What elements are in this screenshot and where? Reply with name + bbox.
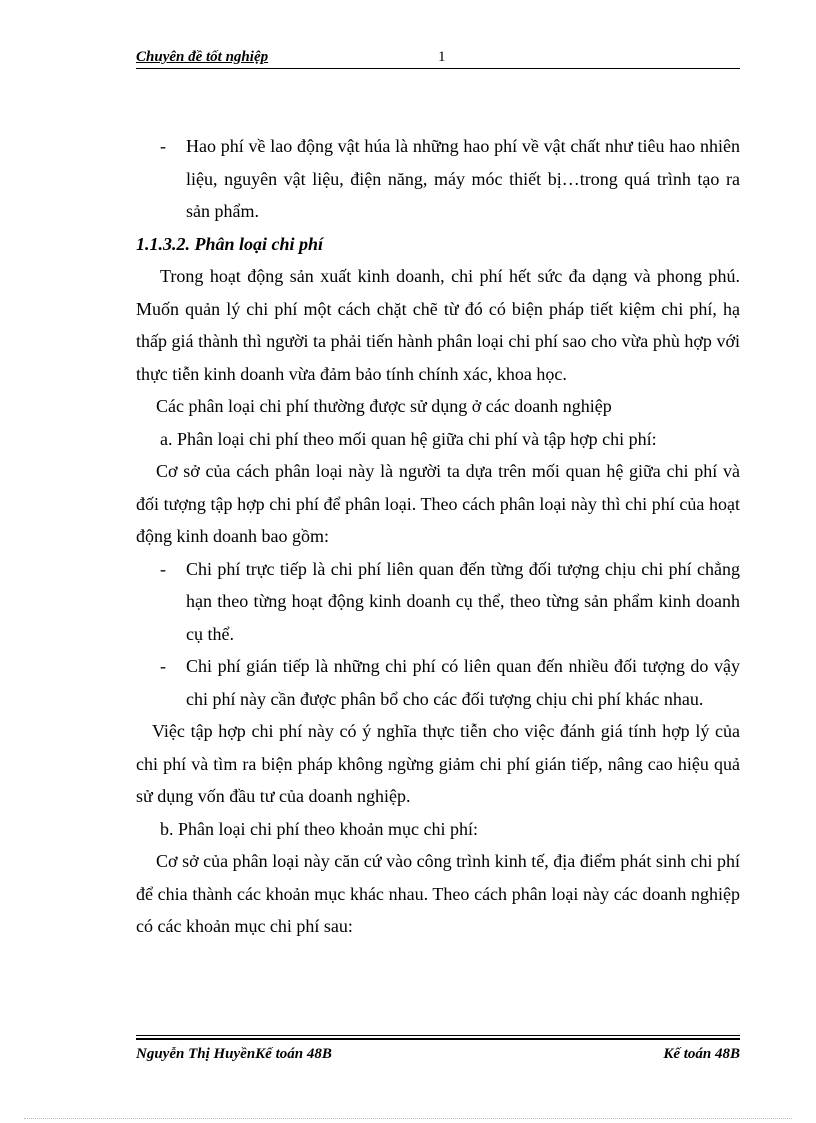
page-header [136, 49, 740, 69]
subsection-a: a. Phân loại chi phí theo mối quan hệ giữa chi phí và tập hợp chi phí: [160, 428, 657, 449]
header-divider [136, 68, 740, 69]
page-number: 1 [438, 49, 446, 65]
footer-department: Kế toán 48B [663, 1046, 740, 1062]
bullet-item [136, 553, 740, 651]
document-body [136, 130, 740, 943]
bullet-text: Chi phí trực tiếp là chi phí liên quan đến từng đối tượng chịu chi phí chẳng hạn theo từng hoạt động kinh doanh cụ thể, theo từng sản phẩm kinh doanh cụ thể. [186, 558, 740, 644]
footer-author: Nguyễn Thị HuyềnKế toán 48B [136, 1046, 332, 1062]
paragraph: Trong hoạt động sản xuất kinh doanh, chi phí hết sức đa dạng và phong phú. Muốn quản lý chi phí một cách chặt chẽ từ đó có biện pháp tiết kiệm chi phí, hạ thấp giá thành thì người ta phải tiến hành phân loại chi phí sao cho vừa phù hợp với thực tiễn kinh doanh vừa đảm bảo tính chính xác, khoa học. [136, 266, 740, 384]
page-edge [24, 1118, 792, 1119]
paragraph: Cơ sở của phân loại này căn cứ vào công trình kinh tế, địa điểm phát sinh chi phí để chia thành các khoản mục khác nhau. Theo cách phân loại này các doanh nghiệp có các khoản mục chi phí sau: [136, 851, 740, 936]
footer-divider-thick [136, 1038, 740, 1040]
bullet-mark: - [160, 136, 166, 156]
bullet-item [136, 130, 740, 228]
bullet-text: Chi phí gián tiếp là những chi phí có liên quan đến nhiều đối tượng do vậy chi phí này cần được phân bổ cho các đối tượng chịu chi phí khác nhau. [186, 656, 740, 709]
bullet-item [136, 650, 740, 715]
section-heading: 1.1.3.2. Phân loại chi phí [136, 233, 324, 254]
paragraph: Các phân loại chi phí thường được sử dụng ở các doanh nghiệp [156, 396, 612, 416]
footer-divider [136, 1035, 740, 1036]
bullet-mark: - [160, 558, 166, 579]
paragraph: Việc tập hợp chi phí này có ý nghĩa thực tiễn cho việc đánh giá tính hợp lý của chi phí và tìm ra biện pháp không ngừng giảm chi phí gián tiếp, nâng cao hiệu quả sử dụng vốn đầu tư của doanh nghiệp. [136, 721, 740, 806]
bullet-mark: - [160, 656, 166, 676]
bullet-text: Hao phí về lao động vật húa là những hao phí về vật chất như tiêu hao nhiên liệu, nguyên vật liệu, điện năng, máy móc thiết bị…trong quá trình tạo ra sản phẩm. [186, 136, 740, 221]
subsection-b: b. Phân loại chi phí theo khoản mục chi phí: [160, 818, 478, 839]
paragraph: Cơ sở của cách phân loại này là người ta dựa trên mối quan hệ giữa chi phí và đối tượng tập hợp chi phí để phân loại. Theo cách phân loại này thì chi phí của hoạt động kinh doanh bao gồm: [136, 461, 740, 546]
header-title: Chuyên đề tốt nghiệp [136, 49, 269, 65]
